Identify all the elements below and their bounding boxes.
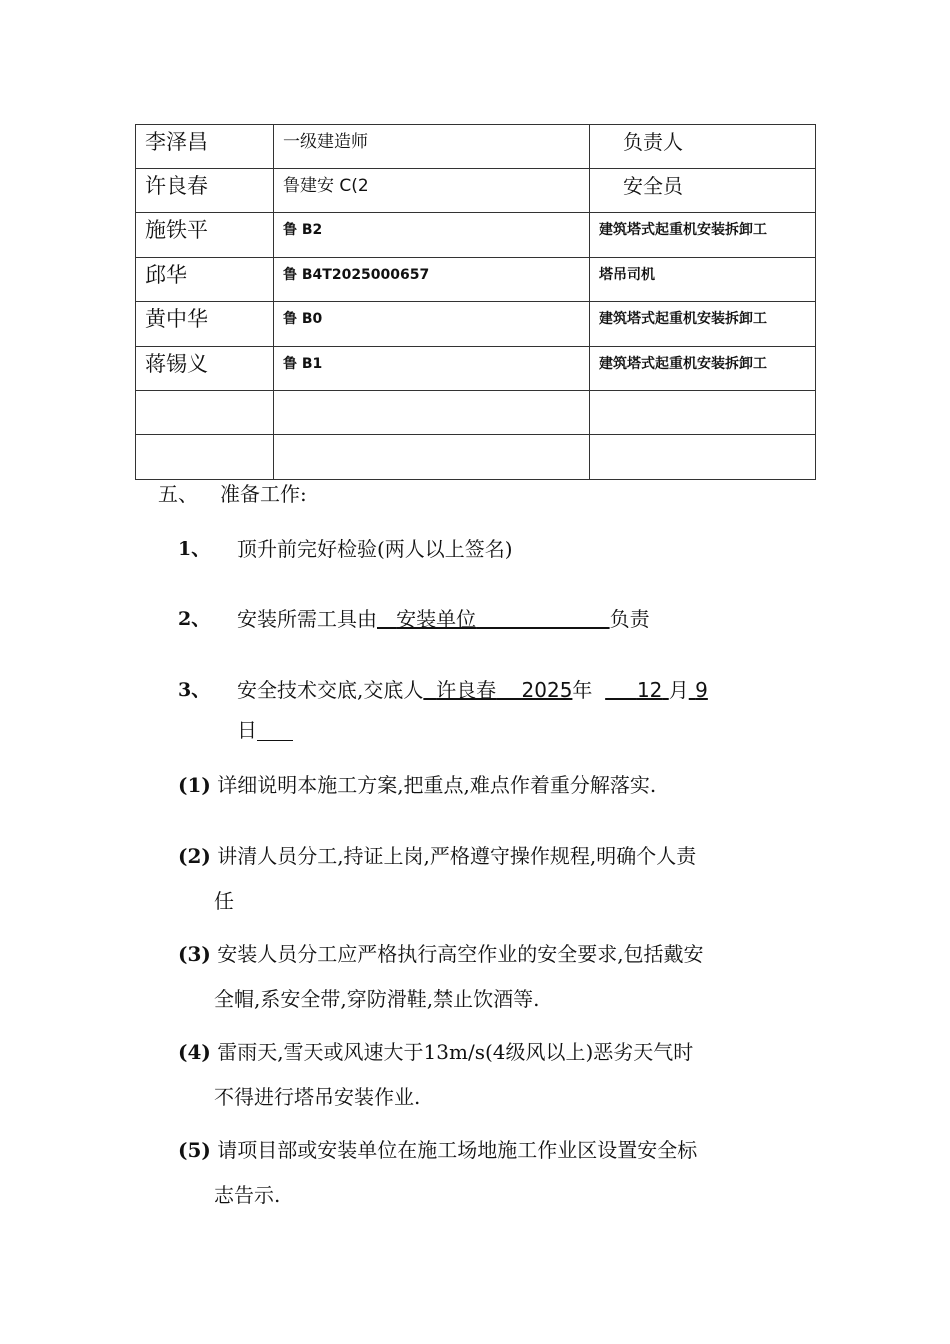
cert-cell	[274, 125, 590, 169]
month-field	[605, 678, 669, 702]
paragraph-text-cont: 全帽,系安全带,穿防滑鞋,禁止饮酒等.	[214, 987, 540, 1011]
briefing-day: 9	[695, 678, 708, 702]
briefing-line	[237, 674, 708, 703]
cert-cell	[274, 435, 590, 480]
role-cell	[590, 125, 816, 169]
role-cell	[590, 169, 816, 213]
item-text-tail: 负责	[609, 607, 650, 631]
day-field	[689, 678, 708, 702]
year-unit: 年	[572, 678, 593, 702]
staff-role: 安全员	[623, 174, 683, 198]
cert-cell	[274, 302, 590, 347]
responsible-party-value: 安装单位	[396, 607, 477, 631]
staff-cert: 鲁 B0	[283, 311, 323, 327]
paragraph-text: 讲清人员分工,持证上岗,严格遵守操作规程,明确个人责	[217, 844, 697, 868]
paragraph-text: 详细说明本施工方案,把重点,难点作着重分解落实.	[217, 773, 657, 797]
responsible-party-field	[377, 607, 610, 631]
name-cell	[136, 169, 274, 213]
staff-role: 负责人	[623, 130, 683, 154]
cert-cell	[274, 258, 590, 302]
paragraph-number: (3)	[178, 942, 211, 966]
table-row	[136, 213, 816, 258]
staff-name	[136, 391, 273, 392]
staff-table	[135, 124, 816, 480]
paragraph-number: (4)	[178, 1040, 211, 1064]
staff-role: 建筑塔式起重机安装拆卸工	[599, 311, 767, 327]
paragraph-2	[178, 840, 818, 914]
cert-cell	[274, 347, 590, 391]
cert-cell	[274, 213, 590, 258]
paragraph-text: 雷雨天,雪天或风速大于13m/s(4级风以上)恶劣天气时	[217, 1040, 694, 1064]
staff-name: 邱华	[145, 263, 187, 287]
cert-cell	[274, 169, 590, 213]
paragraph-number: (5)	[178, 1138, 211, 1162]
staff-name: 蒋锡义	[145, 352, 208, 376]
paragraph-text-cont: 不得进行塔吊安装作业.	[214, 1085, 421, 1109]
table-row	[136, 125, 816, 169]
staff-name: 施铁平	[145, 218, 208, 242]
name-cell	[136, 258, 274, 302]
staff-cert: 鲁 B4T2025000657	[283, 267, 430, 283]
section-heading	[158, 478, 307, 507]
staff-role: 建筑塔式起重机安装拆卸工	[599, 222, 767, 238]
paragraph-number: (1)	[178, 773, 211, 797]
staff-name: 黄中华	[145, 307, 208, 331]
staff-name: 许良春	[145, 174, 208, 198]
staff-name	[136, 435, 273, 436]
role-cell	[590, 391, 816, 435]
staff-role: 塔吊司机	[599, 267, 655, 283]
paragraph-1	[178, 769, 818, 798]
staff-role	[590, 391, 815, 397]
briefing-year: 2025	[521, 678, 573, 702]
role-cell	[590, 258, 816, 302]
paragraph-text-cont: 志告示.	[214, 1183, 281, 1207]
paragraph-5	[178, 1134, 818, 1208]
staff-cert	[274, 391, 589, 397]
tool-responsibility-line	[237, 603, 650, 632]
cert-cell	[274, 391, 590, 435]
name-cell	[136, 213, 274, 258]
item-text: 安装所需工具由	[237, 607, 377, 631]
month-unit: 月	[668, 678, 689, 702]
paragraph-3	[178, 938, 818, 1012]
paragraph-text-cont: 任	[214, 889, 234, 913]
role-cell	[590, 302, 816, 347]
table-row	[136, 391, 816, 435]
staff-cert: 鲁 B1	[283, 356, 323, 372]
paragraph-4	[178, 1036, 818, 1110]
staff-cert: 一级建造师	[283, 132, 368, 152]
table-row	[136, 347, 816, 391]
section-number: 五、	[158, 482, 198, 506]
name-cell	[136, 435, 274, 480]
staff-role: 建筑塔式起重机安装拆卸工	[599, 356, 767, 372]
role-cell	[590, 347, 816, 391]
briefer-name: 许良春	[436, 678, 497, 702]
staff-cert	[274, 435, 589, 441]
role-cell	[590, 213, 816, 258]
day-unit: 日	[237, 718, 257, 742]
item-number: 1、	[178, 538, 211, 560]
briefing-month: 12	[636, 678, 663, 702]
briefing-day-line	[237, 714, 293, 743]
name-cell	[136, 125, 274, 169]
item-text: 顶升前完好检验(两人以上签名)	[237, 537, 513, 561]
paragraph-text: 安装人员分工应严格执行高空作业的安全要求,包括戴安	[217, 942, 704, 966]
day-blank	[257, 720, 293, 741]
staff-role	[590, 435, 815, 441]
name-cell	[136, 302, 274, 347]
name-cell	[136, 347, 274, 391]
item-number: 3、	[178, 679, 211, 701]
paragraph-number: (2)	[178, 844, 211, 868]
table-row	[136, 169, 816, 213]
name-cell	[136, 391, 274, 435]
staff-cert: 鲁建安 C(2	[283, 176, 369, 196]
item-text: 安全技术交底,交底人	[237, 678, 424, 702]
table-row	[136, 435, 816, 480]
staff-cert: 鲁 B2	[283, 222, 323, 238]
role-cell	[590, 435, 816, 480]
section-title: 准备工作:	[220, 482, 307, 506]
briefer-field	[423, 678, 572, 702]
item-number: 2、	[178, 608, 211, 630]
staff-name: 李泽昌	[145, 130, 208, 154]
table-row	[136, 302, 816, 347]
paragraph-text: 请项目部或安装单位在施工场地施工作业区设置安全标	[217, 1138, 698, 1162]
table-row	[136, 258, 816, 302]
